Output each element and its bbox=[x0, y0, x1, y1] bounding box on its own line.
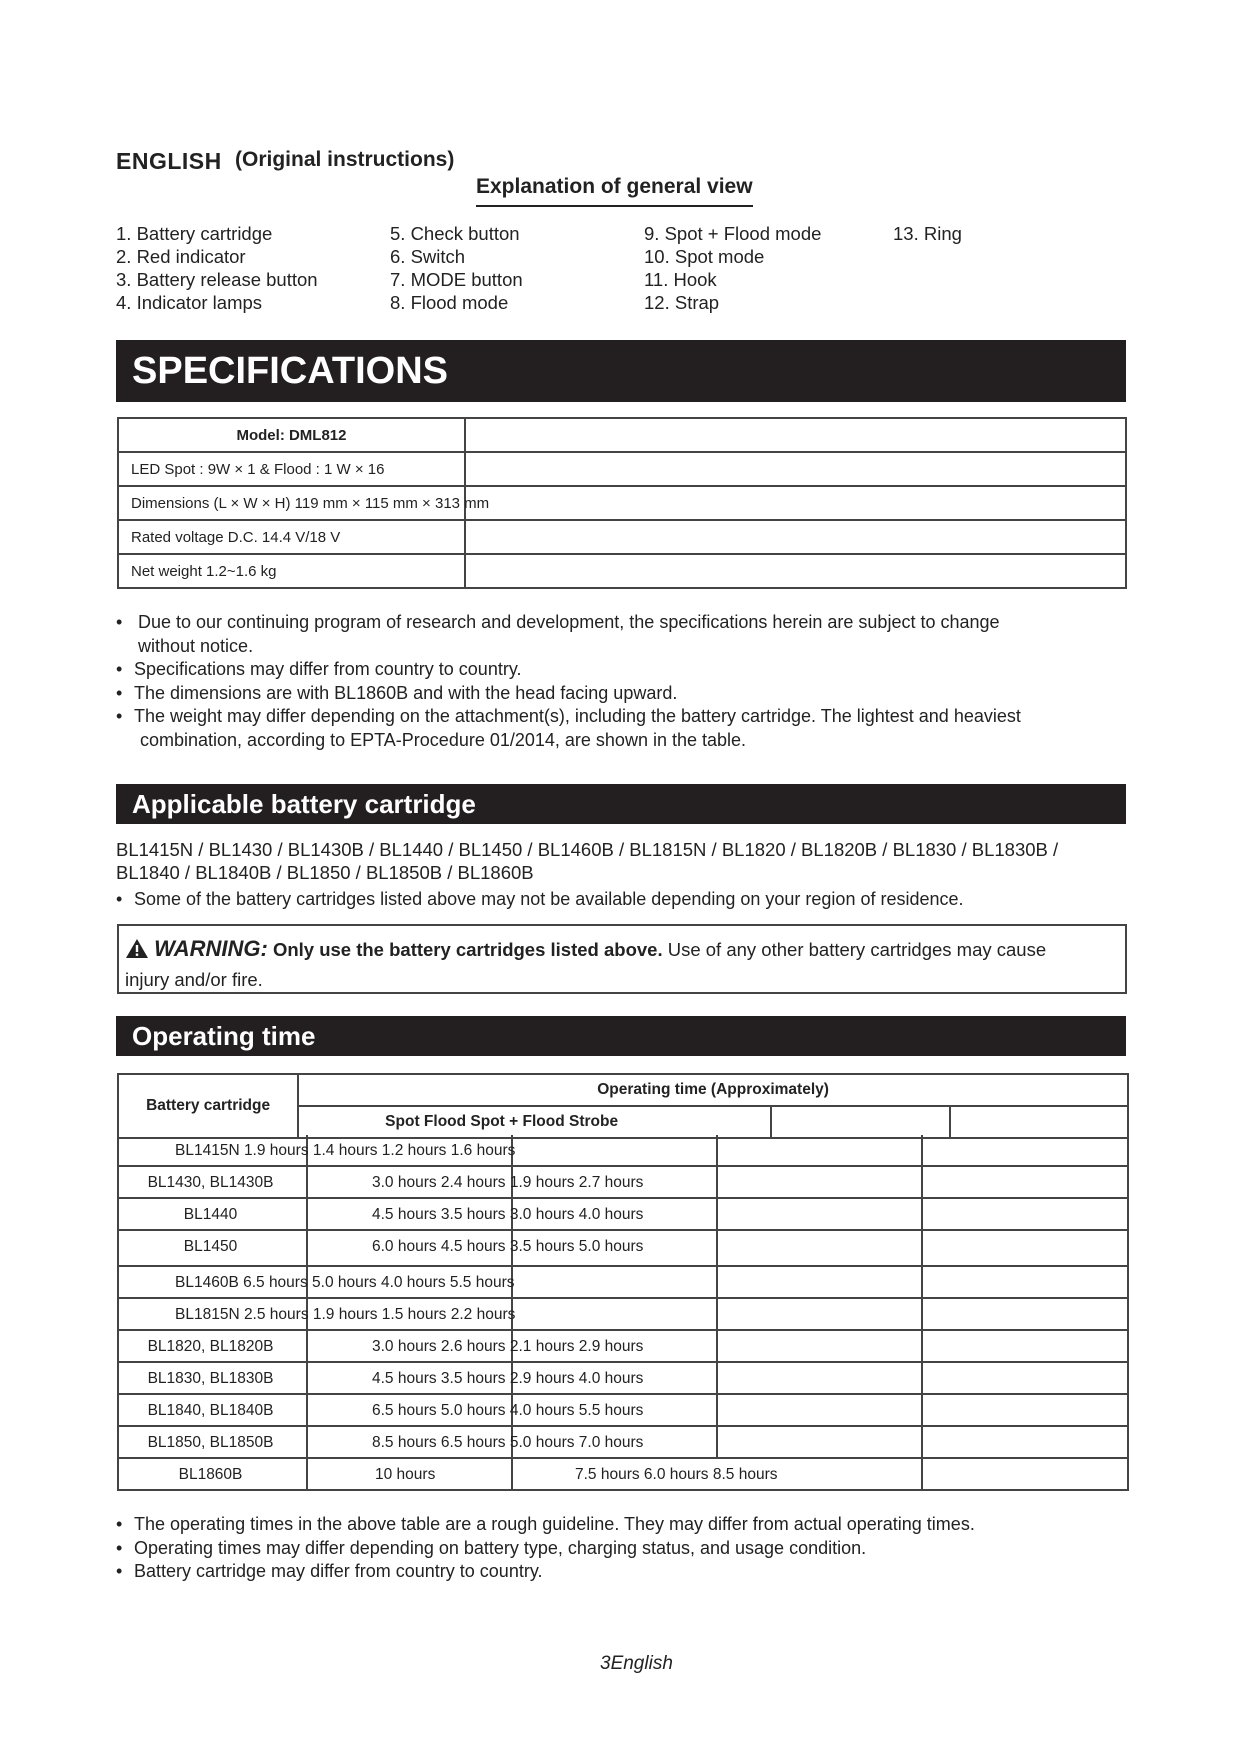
time-values-cell: 8.5 hours 6.5 hours 5.0 hours 7.0 hours bbox=[372, 1434, 644, 1451]
general-view-col4 bbox=[893, 222, 962, 245]
table-row bbox=[117, 1199, 1129, 1231]
warning-box bbox=[117, 924, 1127, 994]
table-row bbox=[117, 1231, 1129, 1267]
list-item: • Operating times may differ depending on battery type, charging status, and usage condition. bbox=[116, 1537, 867, 1558]
list-item: 12. Strap bbox=[644, 292, 720, 313]
cartridge-cell: BL1830, BL1830B bbox=[147, 1370, 274, 1387]
list-item: combination, according to EPTA-Procedure 01/2014, are shown in the table. bbox=[140, 729, 747, 750]
table-row bbox=[117, 1167, 1129, 1199]
list-item: 13. Ring bbox=[893, 223, 962, 244]
table-row bbox=[117, 1331, 1129, 1363]
time-values-cell: 6.0 hours 4.5 hours 3.5 hours 5.0 hours bbox=[372, 1238, 644, 1255]
cartridge-cell: BL1430, BL1430B bbox=[147, 1174, 274, 1191]
warning-text: Use of any other battery cartridges may cause bbox=[667, 939, 1047, 960]
warning-label: WARNING: bbox=[154, 936, 268, 961]
table-row bbox=[118, 418, 1126, 452]
cartridge-cell: BL1850, BL1850B bbox=[147, 1434, 274, 1451]
list-item: 2. Red indicator bbox=[116, 246, 246, 267]
table-row bbox=[117, 1427, 1129, 1459]
operating-notes bbox=[116, 1513, 1116, 1584]
cartridge-cell: BL1820, BL1820B bbox=[147, 1338, 274, 1355]
warning-bold: Only use the battery cartridges listed above. bbox=[272, 939, 663, 960]
table-row bbox=[118, 520, 1126, 554]
list-item: 8. Flood mode bbox=[390, 292, 509, 313]
list-item: 4. Indicator lamps bbox=[116, 292, 263, 313]
spec-notes bbox=[116, 611, 1116, 752]
table-row bbox=[118, 554, 1126, 588]
list-item: • Due to our continuing program of research and development, the specifications herein are subject to change bbox=[116, 612, 1000, 632]
cartridge-cell: BL1450 bbox=[183, 1238, 238, 1255]
list-item: • Some of the battery cartridges listed above may not be available depending on your region of residence. bbox=[116, 889, 964, 909]
table-row bbox=[117, 1135, 1129, 1167]
time-values-cell: 3.0 hours 2.4 hours 1.9 hours 2.7 hours bbox=[372, 1174, 644, 1191]
time-values-cell: 4.5 hours 3.5 hours 3.0 hours 4.0 hours bbox=[372, 1206, 644, 1223]
table-row bbox=[117, 1459, 1129, 1491]
list-item: • The weight may differ depending on the attachment(s), including the battery cartridge. The lightest and heaviest bbox=[116, 706, 1021, 726]
general-view-col3 bbox=[644, 222, 821, 314]
general-view-title: Explanation of general view bbox=[476, 175, 753, 207]
general-view-col1 bbox=[116, 222, 318, 314]
col-battery-cartridge: Battery cartridge bbox=[118, 1074, 298, 1138]
general-view-col2 bbox=[390, 222, 523, 314]
battery-heading: Applicable battery cartridge bbox=[116, 784, 1126, 824]
time-values-cell: 4.5 hours 3.5 hours 2.9 hours 4.0 hours bbox=[372, 1370, 644, 1387]
time-values-rest: 7.5 hours 6.0 hours 8.5 hours bbox=[575, 1466, 778, 1483]
table-row bbox=[117, 1267, 1129, 1299]
table-row bbox=[117, 1395, 1129, 1427]
table-row bbox=[118, 452, 1126, 486]
list-item: 9. Spot + Flood mode bbox=[644, 223, 822, 244]
specifications-table bbox=[117, 417, 1127, 589]
cartridge-cell: BL1415N 1.9 hours 1.4 hours 1.2 hours 1.6 hours bbox=[175, 1142, 516, 1159]
time-value-spot: 10 hours bbox=[375, 1466, 436, 1483]
subheader-modes: Spot Flood Spot + Flood Strobe bbox=[385, 1113, 619, 1130]
table-row bbox=[118, 486, 1126, 520]
spec-cell: Dimensions (L × W × H) 119 mm × 115 mm × 313 mm bbox=[131, 495, 490, 512]
table-row bbox=[117, 1363, 1129, 1395]
battery-list: BL1415N / BL1430 / BL1430B / BL1440 / BL1450 / BL1460B / BL1815N / BL1820 / BL1820B / BL1830 / BL1830B / BL1840 / BL1840B / BL1850 / BL1850B / BL1860B bbox=[116, 839, 1059, 883]
list-item: • The dimensions are with BL1860B and with the head facing upward. bbox=[116, 682, 678, 703]
list-item: 5. Check button bbox=[390, 223, 520, 244]
language-heading: ENGLISH bbox=[116, 148, 222, 174]
spec-cell: LED Spot : 9W × 1 & Flood : 1 W × 16 bbox=[118, 452, 465, 486]
list-item: 11. Hook bbox=[644, 269, 717, 290]
warning-triangle-icon bbox=[125, 939, 149, 960]
list-item: • Specifications may differ from country to country. bbox=[116, 659, 522, 679]
cartridge-cell: BL1840, BL1840B bbox=[147, 1402, 274, 1419]
cartridge-cell: BL1460B 6.5 hours 5.0 hours 4.0 hours 5.5 hours bbox=[175, 1274, 515, 1291]
list-item: 6. Switch bbox=[390, 246, 466, 267]
spec-model: Model: DML812 bbox=[118, 418, 465, 452]
list-item: • The operating times in the above table are a rough guideline. They may differ from actual operating times. bbox=[116, 1514, 975, 1534]
list-item: without notice. bbox=[138, 635, 254, 656]
time-values-cell: 6.5 hours 5.0 hours 4.0 hours 5.5 hours bbox=[372, 1402, 644, 1419]
list-item: 10. Spot mode bbox=[644, 246, 765, 267]
specifications-heading: SPECIFICATIONS bbox=[116, 340, 1126, 402]
spec-cell: Rated voltage D.C. 14.4 V/18 V bbox=[118, 520, 465, 554]
cartridge-cell: BL1815N 2.5 hours 1.9 hours 1.5 hours 2.2 hours bbox=[175, 1306, 516, 1323]
original-instructions: (Original instructions) bbox=[235, 148, 455, 171]
col-operating-time: Operating time (Approximately) bbox=[298, 1074, 1128, 1106]
spec-cell: Net weight 1.2~1.6 kg bbox=[118, 554, 465, 588]
operating-time-table bbox=[117, 1073, 1129, 1139]
table-row bbox=[117, 1299, 1129, 1331]
operating-heading: Operating time bbox=[116, 1016, 1126, 1056]
table-row bbox=[118, 1074, 1128, 1106]
list-item: 1. Battery cartridge bbox=[116, 223, 273, 244]
battery-note bbox=[116, 888, 1116, 912]
cartridge-cell: BL1860B bbox=[178, 1466, 243, 1483]
warning-text-2: injury and/or fire. bbox=[125, 969, 263, 990]
time-values-cell: 3.0 hours 2.6 hours 2.1 hours 2.9 hours bbox=[372, 1338, 644, 1355]
page-number: 3English bbox=[600, 1653, 673, 1674]
cartridge-cell: BL1440 bbox=[183, 1206, 238, 1223]
list-item: 3. Battery release button bbox=[116, 269, 318, 290]
list-item: 7. MODE button bbox=[390, 269, 523, 290]
list-item: • Battery cartridge may differ from country to country. bbox=[116, 1561, 543, 1581]
